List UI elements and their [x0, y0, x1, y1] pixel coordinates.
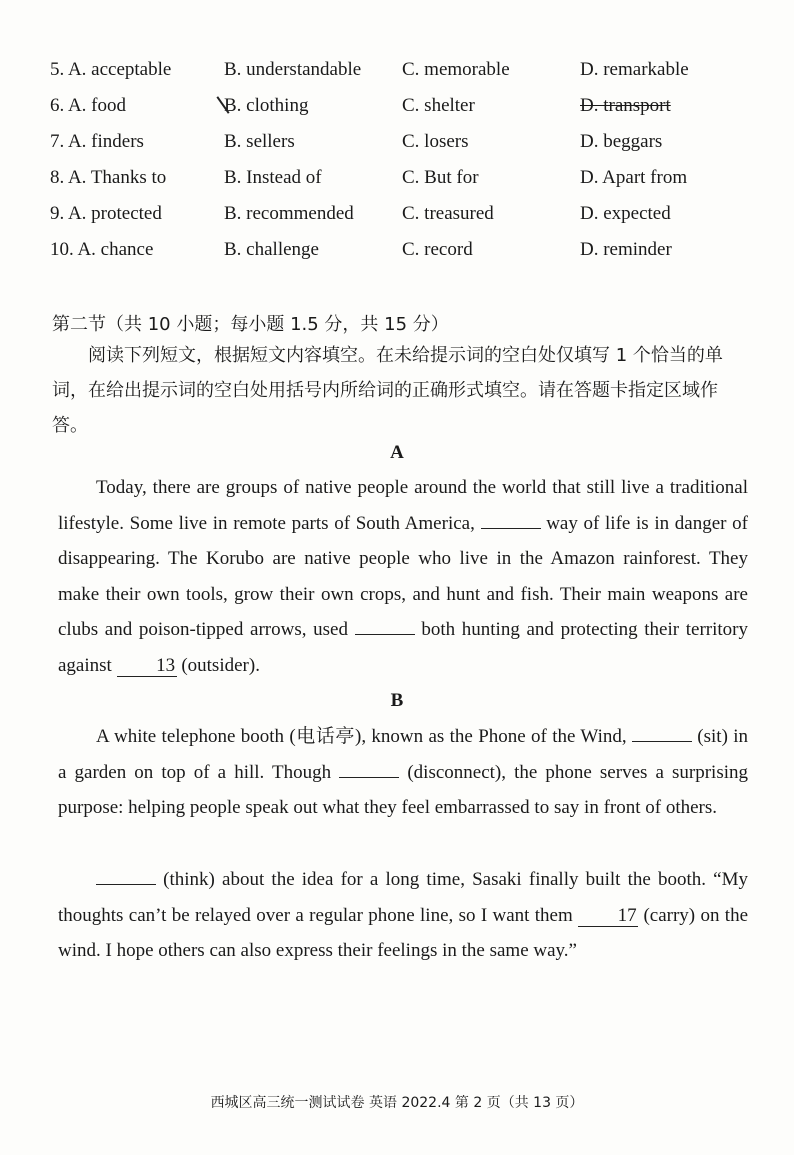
option-b: B. clothing: [224, 95, 402, 117]
option-a: 6. A. food: [50, 95, 126, 116]
option-d: D. beggars: [580, 131, 663, 152]
option-row-7: [50, 124, 750, 160]
option-d: D. reminder: [580, 239, 672, 260]
passage-text: (outsider).: [181, 654, 260, 676]
option-d: D. expected: [580, 203, 671, 224]
answer-blank-14[interactable]: [632, 725, 692, 742]
answer-blank-13[interactable]: 13: [117, 656, 177, 677]
passage-text: way of life is in danger of disappearing. The Korubo are native people who live in the Amazon rainforest. They make their own tools, grow their own crops, and hunt and fish. Their main weapons are clubs and poison-tipped arrows, used: [58, 512, 748, 640]
answer-blank-12[interactable]: [355, 618, 415, 635]
option-c: C. losers: [402, 131, 469, 152]
option-d: D. transport: [580, 95, 671, 116]
answer-blank-15[interactable]: [339, 761, 399, 778]
option-row-9: [50, 196, 750, 232]
option-row-5: [50, 52, 750, 88]
option-row-6: [50, 88, 750, 124]
passage-text: (carry) on the wind. I hope others can also express their feelings in the same way.”: [58, 904, 749, 961]
option-c: C. shelter: [402, 95, 475, 116]
option-b: B. recommended: [224, 203, 354, 224]
passage-b-label: B: [390, 690, 404, 711]
section-heading: 第二节（共 10 小题；每小题 1.5 分，共 15 分）: [52, 314, 449, 335]
page-footer: 西城区高三统一测试试卷 英语 2022.4 第 2 页（共 13 页）: [210, 1095, 584, 1111]
option-d: D. Apart from: [580, 167, 688, 188]
passage-text: both hunting and protecting their territory against: [58, 619, 749, 676]
option-b: B. Instead of: [224, 167, 322, 188]
option-c: C. record: [402, 239, 473, 260]
option-c: C. memorable: [402, 59, 510, 80]
option-d: D. remarkable: [580, 59, 689, 80]
passage-text: (disconnect), the phone serves a surprising purpose: helping people speak out what they feel embarrassed to say in front of others.: [58, 761, 749, 818]
passage-b-paragraph-1: [58, 719, 748, 826]
passage-a-label: A: [390, 442, 404, 463]
answer-blank-16[interactable]: [96, 868, 156, 885]
answer-blank-17[interactable]: 17: [578, 906, 638, 927]
section-instructions: 阅读下列短文，根据短文内容填空。在未给提示词的空白处仅填写 1 个恰当的单词，在给出提示词的空白处用括号内所给词的正确形式填空。请在答题卡指定区域作答。: [52, 345, 723, 436]
option-a: 7. A. finders: [50, 131, 144, 152]
passage-text: Today, there are groups of native people around the world that still live a traditional lifestyle. Some live in remote parts of South America,: [58, 477, 748, 534]
option-a: 5. A. acceptable: [50, 59, 172, 80]
passage-text: A white telephone booth (电话亭), known as the Phone of the Wind,: [96, 726, 627, 747]
option-b: B. challenge: [224, 239, 319, 260]
answer-blank-11[interactable]: [481, 512, 541, 529]
cloze-options: [50, 52, 750, 268]
option-b: B. sellers: [224, 131, 295, 152]
option-a: 10. A. chance: [50, 239, 154, 260]
option-row-8: [50, 160, 750, 196]
option-row-10: [50, 232, 750, 268]
option-c: C. But for: [402, 167, 479, 188]
passage-text: (think) about the idea for a long time, Sasaki finally built the booth. “My thoughts can’t be relayed over a regular phone line, so I want them: [58, 869, 749, 926]
option-a: 8. A. Thanks to: [50, 167, 167, 188]
option-b: B. understandable: [224, 59, 362, 80]
option-c: C. treasured: [402, 203, 494, 224]
passage-b-paragraph-2: [58, 862, 748, 969]
option-a: 9. A. protected: [50, 203, 162, 224]
passage-a: [58, 470, 748, 683]
passage-text: (sit) in a garden on top of a hill. Though: [58, 726, 749, 783]
